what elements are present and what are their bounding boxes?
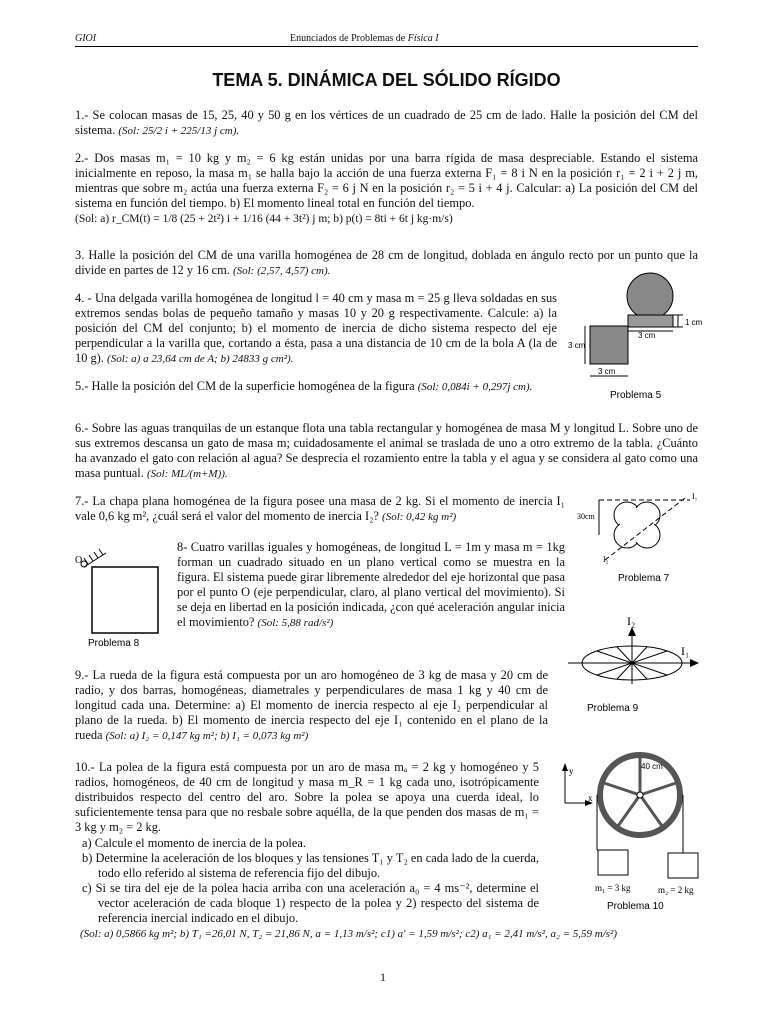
header-rule [75,46,698,47]
figure-problem-5 [565,268,715,403]
problem-3-solution: (Sol: (2,57, 4,57) cm). [232,265,331,277]
problem-5-solution: (Sol: 0,084i + 0,297j cm). [417,381,533,393]
fig5-dim-3: 3 cm [568,341,586,350]
fig8-caption: Problema 8 [88,638,140,649]
problem-6: 6.- Sobre las aguas tranquilas de un estanque flota una tabla rectangular y homogénea de masa M y longitud L. Sobre uno de sus extremos descansa un gato de masa m; cuidadosamente el animal se traslada de uno a otro extremo de la tabla. ¿Cuánto ha avanzado el gato con relación al agua? Se desprecia el rozamiento entre la tabla y el agua y se considera al gato como una masa puntual. (Sol: ML/(m+M)). [75,421,698,480]
problem-2-solution: (Sol: a) r_CM(t) = 1/8 (25 + 2t²) i + 1/16 (44 + 3t²) j m; b) p(t) = 8ti + 6t j kg·m/s) [75,213,453,225]
problem-10-b: b) Determine la aceleración de los bloques y las tensiones T₁ y T₂ en cada lado de la cuerda, todo ello referido al sistema de referencia fijo del dibujo. [82,851,539,880]
fig5-disk [627,273,673,319]
fig7-dim: 30cm [577,512,595,521]
fig5-dim-1: 1 cm [685,318,703,327]
fig5-square [590,326,628,364]
problem-10-c: c) Si se tira del eje de la polea hacia arriba con una aceleración a₀ = 4 ms⁻², determine el vector aceleración de cada bloque 1) respecto de la polea y 2) respecto del sistema de referencia inercial indicado en el dibujo. [82,881,539,925]
problem-10-a: a) Calcule el momento de inercia de la polea. [82,836,306,850]
problem-4-solution: (Sol: a) a 23,64 cm de A; b) 24833 g cm²). [107,353,294,365]
problem-7: 7.- La chapa plana homogénea de la figura posee una masa de 2 kg. Si el momento de inercia I₁ vale 0,6 kg m², ¿cuál será el valor del momento de inercia I₂? (Sol: 0,42 kg m²) [75,494,565,523]
fig9-i1: I₁ [681,644,690,658]
problem-5: 5.- Halle la posición del CM de la superficie homogénea de la figura (Sol: 0,084i + 0,297j cm). [75,379,533,393]
fig9-i2: I₂ [627,614,636,628]
figure-problem-7 [575,490,710,585]
problem-9: 9.- La rueda de la figura está compuesta por un aro homogéneo de 3 kg de masa y 20 cm de radio, y dos barras, homogéneas, diametrales y perpendiculares de masa 1 kg y 40 cm de longitud cada una. Determine: a) El momento de inercia respecto al eje I₂ perpendicular al plano de la rueda. b) El momento de inercia respecto del eje I₁ contenido en el plano de la rueda (Sol: a) I₂ = 0,147 kg m²; b) I₁ = 0,073 kg m²) [75,668,548,742]
fig10-x: x [588,793,593,803]
fig10-caption: Problema 10 [607,901,664,912]
header-left: GIOI [75,33,97,44]
fig7-i1: I₁ [692,492,698,501]
fig5-strip [628,315,673,327]
fig10-radius: 40 cm [641,762,663,771]
figure-problem-9 [565,612,705,717]
problem-8: 8- Cuatro varillas iguales y homogéneas, de longitud L = 1m y masa m = 1kg forman un cuadrado situado en un plano vertical como se muestra en la figura. El sistema puede girar libremente alrededor del eje horizontal que pasa por el punto O (eje perpendicular, claro, al plano vertical del movimiento). Si se deja en libertad en la posición indicada, ¿con qué aceleración angular inicia el movimiento? (Sol: 5,88 rad/s²) [177,540,565,629]
problem-7-solution: (Sol: 0,42 kg m²) [382,511,457,523]
fig7-caption: Problema 7 [618,573,670,584]
problem-2: 2.- Dos masas m₁ = 10 kg y m₂ = 6 kg están unidas por una barra rígida de masa despreciable. Estando el sistema inicialmente en reposo, la masa m₁ se halla bajo la acción de una fuerza externa F₁ = 8 i N en la posición r₁ = 2 i + 2 j m, mientras que sobre m₂ actúa una fuerza externa F₂ = 6 j N en la posición r₂ = 5 i + 4 j. Calcular: a) La posición del CM del sistema en función del tiempo. b) El momento lineal total en función del tiempo. (Sol: a) r_CM(t) = 1/8 (25 + 2t²) i + 1/16 (44 + 3t²) j m; b) p(t) = 8ti + 6t j kg·m/s) [75,151,698,225]
problem-10-solution: (Sol: a) 0,5866 kg m²; b) T₁ =26,01 N, T₂ = 21,86 N, a = 1,13 m/s²; c1) a' = 1,59 m/s²; c2) a₁ = 2,41 m/s², a₂ = 5,59 m/s²) [80,928,617,940]
problem-1: 1.- Se colocan masas de 15, 25, 40 y 50 g en los vértices de un cuadrado de 25 cm de lado. Halle la posición del CM del sistema. (Sol: 25/2 i + 225/13 j cm). [75,108,698,137]
problem-6-solution: (Sol: ML/(m+M)). [146,468,228,480]
fig10-block-2 [668,853,698,878]
header-center: Enunciados de Problemas de Física I [290,33,439,44]
fig7-i2: I₂ [603,555,609,564]
problem-1-solution: (Sol: 25/2 i + 225/13 j cm). [118,125,240,137]
fig5-caption: Problema 5 [610,390,662,401]
fig5-dim-4: 3 cm [598,367,616,376]
figure-problem-8 [70,545,180,650]
fig10-y: y [569,766,574,776]
problem-10: 10.- La polea de la figura está compuesta por un aro de masa mₐ = 2 kg y homogéneo y 5 radios, homogéneos, de 40 cm de longitud y masa m_R = 1 kg cada uno, isotrópicamente distribuidos respecto del centro del aro. Sobre la polea se apoya una cuerda ideal, lo suficientemente tensa para que no resbale sobre aquélla, de la que penden dos masas de m₁ = 3 kg y m₂ = 2 kg. [75,760,539,834]
problem-3: 3. Halle la posición del CM de una varilla homogénea de 28 cm de longitud, doblada en ángulo recto por un punto que la divide en partes de 12 y 16 cm. (Sol: (2,57, 4,57) cm). [75,248,698,277]
fig7-plate [614,502,660,548]
page-number: 1 [380,970,386,984]
problem-9-solution: (Sol: a) I₂ = 0,147 kg m²; b) I₁ = 0,073 kg m²) [105,730,309,742]
fig10-m2: m₂ = 2 kg [658,885,694,895]
problem-4: 4. - Una delgada varilla homogénea de longitud l = 40 cm y masa m = 25 g lleva soldadas en sus extremos sendas bolas de pequeño tamaño y masas 10 y 20 g respectivamente. Calcule: a) la posición del CM del conjunto; b) el momento de inercia de dicho sistema respecto del eje perpendicular a la varilla que, cortando a ésta, pasa a una distancia de 10 cm de la bola A (la de 10 g). (Sol: a) a 23,64 cm de A; b) 24833 g cm²). [75,291,557,365]
fig10-m1: m₁ = 3 kg [595,883,631,893]
fig9-caption: Problema 9 [587,703,639,714]
fig5-dim-2: 3 cm [638,331,656,340]
figure-problem-10 [555,745,710,915]
page-title: TEMA 5. DINÁMICA DEL SÓLIDO RÍGIDO [212,70,561,90]
fig10-block-1 [598,850,628,875]
fig8-o: O [75,555,83,566]
problem-8-solution: (Sol: 5,88 rad/s²) [257,617,334,629]
fig8-square [92,567,158,633]
